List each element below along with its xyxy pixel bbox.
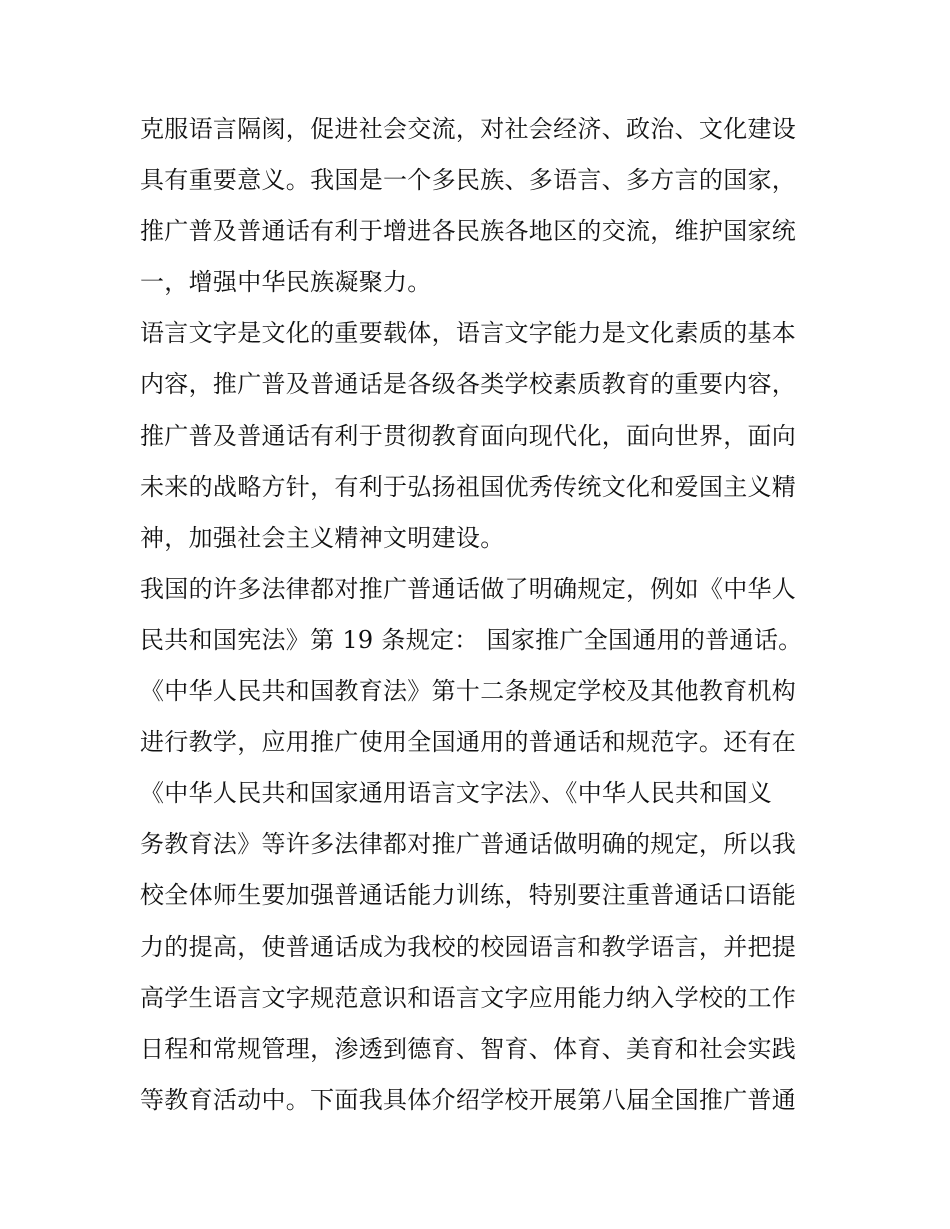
document-body — [140, 104, 814, 1126]
text-line: 语言文字是文化的重要载体，语言文字能力是文化素质的基本 — [140, 319, 797, 348]
text-line: 推广普及普通话有利于贯彻教育面向现代化，面向世界，面向 — [140, 421, 797, 450]
text-line: 校全体师生要加强普通话能力训练，特别要注重普通话口语能 — [140, 881, 797, 910]
text-line: 我国的许多法律都对推广普通话做了明确规定，例如《中华人 — [140, 574, 797, 603]
text-line: 高学生语言文字规范意识和语言文字应用能力纳入学校的工作 — [140, 983, 797, 1012]
text-line: 日程和常规管理，渗透到德育、智育、体育、美育和社会实践 — [140, 1034, 797, 1063]
text-line: 《中华人民共和国家通用语言文字法》、《中华人民共和国义 — [140, 779, 773, 808]
text-line: 务教育法》等许多法律都对推广普通话做明确的规定，所以我 — [140, 830, 797, 859]
text-line: 一，增强中华民族凝聚力。 — [140, 268, 432, 297]
text-line: 未来的战略方针，有利于弘扬祖国优秀传统文化和爱国主义精 — [140, 472, 797, 501]
text-line: 民共和国宪法》第 19 条规定： 国家推广全国通用的普通话。 — [140, 625, 803, 654]
text-line: 进行教学，应用推广使用全国通用的普通话和规范字。还有在 — [140, 728, 797, 757]
text-line: 等教育活动中。下面我具体介绍学校开展第八届全国推广普通 — [140, 1085, 797, 1114]
text-line: 《中华人民共和国教育法》第十二条规定学校及其他教育机构 — [140, 677, 797, 706]
text-line: 力的提高，使普通话成为我校的校园语言和教学语言，并把提 — [140, 932, 797, 961]
text-line: 具有重要意义。我国是一个多民族、多语言、多方言的国家， — [140, 166, 797, 195]
text-line: 推广普及普通话有利于增进各民族各地区的交流，维护国家统 — [140, 217, 797, 246]
text-line: 神，加强社会主义精神文明建设。 — [140, 523, 505, 552]
text-line: 克服语言隔阂，促进社会交流，对社会经济、政治、文化建设 — [140, 115, 797, 143]
text-line: 内容，推广普及普通话是各级各类学校素质教育的重要内容， — [140, 370, 797, 399]
